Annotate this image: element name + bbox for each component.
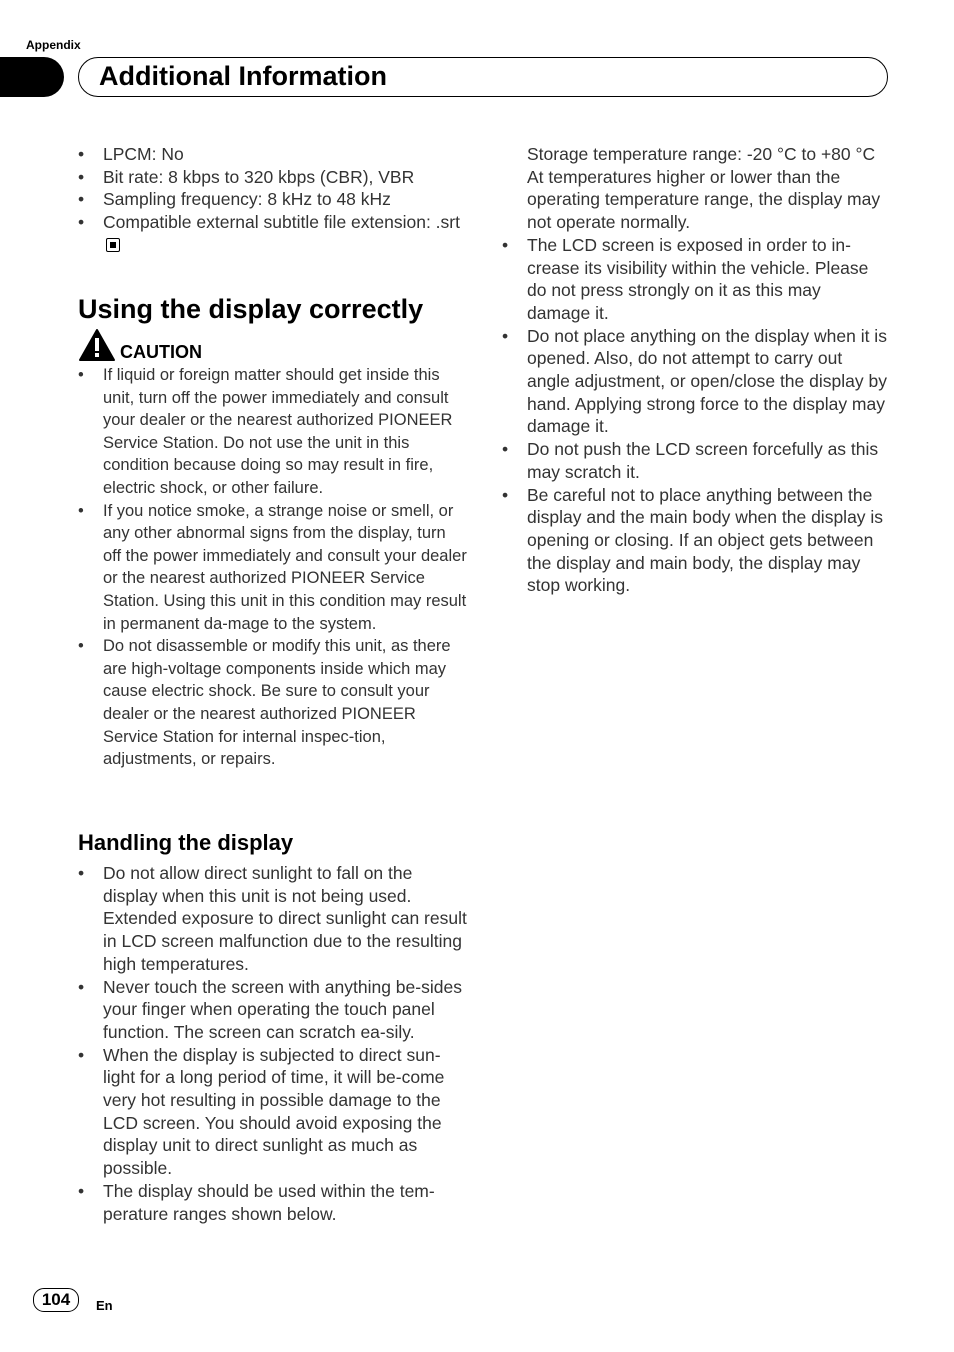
operating-note: At temperatures higher or lower than the operating temperature range, the display may not operate normally.	[527, 166, 881, 233]
warning-icon	[78, 328, 116, 362]
list-item: • The LCD screen is exposed in order to in-crease its visibility within the vehicle. Please do not press strongly on it as this may damage it.	[502, 234, 887, 325]
section-title: Using the display correctly	[78, 294, 424, 324]
caution-list	[78, 364, 468, 771]
list-item: • LPCM: No	[78, 143, 468, 166]
list-item: • Bit rate: 8 kbps to 320 kbps (CBR), VBR	[78, 166, 468, 189]
handling-list	[78, 862, 468, 1225]
appendix-label: Appendix	[26, 38, 81, 52]
list-item: • Compatible external subtitle file extension: .srt	[78, 211, 468, 256]
list-item: • Never touch the screen with anything be-sides your finger when operating the touch panel function. The screen can scratch ea-sily.	[78, 976, 468, 1044]
page-number: 104	[33, 1288, 79, 1312]
list-item: • Be careful not to place anything between the display and the main body when the display is opening or closing. If an object gets between the display and main body, the display may stop working.	[502, 484, 887, 598]
header-title: Additional Information	[99, 61, 387, 91]
handling-title: Handling the display	[78, 830, 294, 855]
list-item: • Do not push the LCD screen forcefully as this may scratch it.	[502, 438, 887, 483]
intro-list	[78, 143, 468, 257]
storage-temperature-text: Storage temperature range: -20 °C to +80 °C	[527, 144, 876, 164]
list-item: • If you notice smoke, a strange noise or smell, or any other abnormal signs from the display, turn off the power immediately and consult your dealer or the nearest authorized PIONEER Service Station. Using this unit in this condition may result in permanent da-mage to the system.	[78, 500, 468, 636]
section-tab-marker	[0, 57, 64, 97]
list-item: • The display should be used within the tem-perature ranges shown below.	[78, 1180, 468, 1225]
list-item: • Do not place anything on the display when it is opened. Also, do not attempt to carry out angle adjustment, or open/close the display by hand. Applying strong force to the display may damage it.	[502, 325, 887, 439]
header-box	[78, 57, 888, 97]
list-item: • Do not allow direct sunlight to fall on the display when this unit is not being used. Extended exposure to direct sunlight can result in LCD screen malfunction due to the resulting high temperatures.	[78, 862, 468, 976]
language-label: En	[96, 1298, 113, 1313]
right-column	[502, 143, 887, 597]
list-item: • Sampling frequency: 8 kHz to 48 kHz	[78, 188, 468, 211]
list-item: • When the display is subjected to direct sun-light for a long period of time, it will be-come very hot resulting in possible damage to the LCD screen. You should avoid exposing the display unit to direct sunlight as much as possible.	[78, 1044, 468, 1180]
caution-label: CAUTION	[120, 342, 202, 362]
end-mark-icon	[106, 238, 120, 252]
list-item: • If liquid or foreign matter should get inside this unit, turn off the power immediately and consult your dealer or the nearest authorized PIONEER Service Station. Do not use the unit in this condition because doing so may result in fire, electric shock, or other failure.	[78, 364, 468, 500]
list-item: • Do not disassemble or modify this unit, as there are high-voltage components inside which may cause electric shock. Be sure to consult your dealer or the nearest authorized PIONEER Service Station for internal inspec-tion, adjustments, or repairs.	[78, 635, 468, 771]
